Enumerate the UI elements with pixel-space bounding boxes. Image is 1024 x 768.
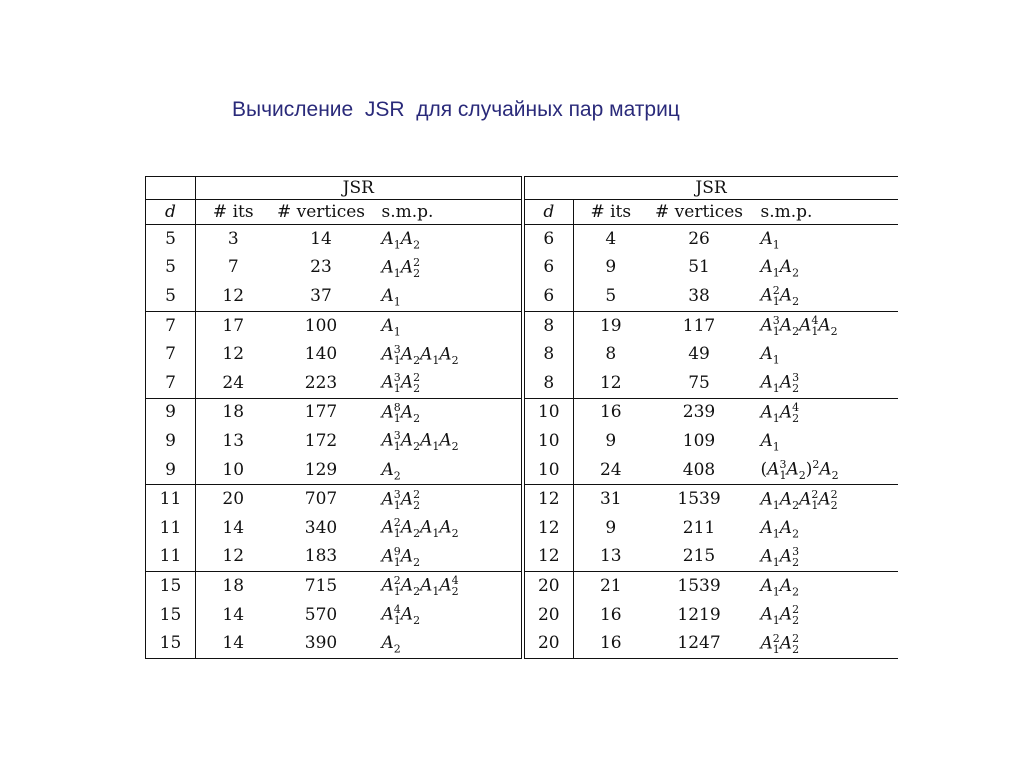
- cell-vertices-right: 75: [648, 369, 751, 398]
- cell-d-left: 11: [146, 485, 196, 514]
- cell-smp-left: A 3 1 A 2 2: [372, 485, 523, 514]
- group-header-left: JSR: [196, 177, 523, 200]
- cell-its-right: 21: [599, 575, 622, 596]
- cell-smp-right: $A_1A$ 4 2: [760, 400, 800, 425]
- cell-d-left: 9: [146, 456, 196, 485]
- cell-its-left: 7: [227, 257, 239, 278]
- cell-its-right: 8: [605, 344, 617, 365]
- cell-its-right: 13: [574, 543, 648, 572]
- cell-vertices-left: 570: [304, 604, 338, 625]
- cell-d-left: 5: [146, 254, 196, 283]
- header-d-right: d: [523, 200, 574, 225]
- cell-vertices-right: 1539: [677, 575, 721, 596]
- cell-d-left: 5: [146, 282, 196, 311]
- cell-vertices-right: 1219: [677, 604, 721, 625]
- cell-d-right: 10: [523, 427, 574, 456]
- cell-vertices-right: 211: [682, 517, 716, 538]
- cell-smp-right: A 2 1 A 2 2: [751, 629, 898, 658]
- cell-smp-left: A 2 1 $A_2A_1A$ 4 2: [372, 572, 523, 601]
- cell-its-right: 4: [605, 228, 617, 249]
- cell-smp-right: $A_1A$ 2 2: [760, 603, 800, 628]
- cell-vertices-left: 715: [304, 575, 338, 596]
- cell-vertices-right: 215: [648, 543, 751, 572]
- cell-its-right: 19: [599, 315, 622, 336]
- cell-its-right: 9: [605, 430, 617, 451]
- cell-d-left: 7: [146, 311, 196, 340]
- cell-d-right: 12: [523, 485, 574, 514]
- table-row: [146, 514, 898, 543]
- table-row: [146, 427, 898, 456]
- cell-vertices-right: 26: [688, 228, 710, 249]
- cell-d-right: 6: [523, 225, 574, 254]
- cell-smp-right: $A_1$: [760, 344, 780, 367]
- cell-vertices-left: 100: [304, 315, 338, 336]
- cell-d-left: 11: [146, 514, 196, 543]
- cell-d-right: 12: [523, 543, 574, 572]
- cell-d-left: 11: [146, 543, 196, 572]
- table-row: [146, 340, 898, 369]
- cell-its-right: 16: [574, 629, 648, 658]
- column-header-row: [146, 200, 898, 225]
- cell-vertices-left: 340: [304, 517, 338, 538]
- slide-title: Вычисление JSR для случайных пар матриц: [232, 98, 680, 121]
- cell-its-left: 14: [196, 629, 271, 658]
- group-header-right: JSR: [523, 177, 898, 200]
- cell-smp-right: A 2 1 $A_2$: [751, 282, 898, 311]
- cell-d-right: 8: [523, 340, 574, 369]
- table-row: [146, 282, 898, 311]
- cell-vertices-right: 38: [648, 282, 751, 311]
- header-smp-right: s.m.p.: [751, 200, 898, 225]
- cell-its-left: 24: [196, 369, 271, 398]
- header-its-left: # its: [196, 200, 271, 225]
- cell-its-right: 12: [574, 369, 648, 398]
- cell-smp-right: $A_1A$ 3 2: [751, 543, 898, 572]
- cell-its-right: 16: [599, 604, 622, 625]
- table-row: [146, 311, 898, 340]
- table-row: [146, 369, 898, 398]
- jsr-results-table: [145, 176, 898, 659]
- cell-its-left: 13: [222, 430, 245, 451]
- table-row: [146, 601, 898, 630]
- cell-its-right: 16: [599, 402, 622, 423]
- cell-d-right: 20: [523, 572, 574, 601]
- cell-its-left: 12: [222, 344, 245, 365]
- cell-d-left: 15: [146, 572, 196, 601]
- cell-its-right: 9: [605, 517, 617, 538]
- cell-its-left: 3: [227, 228, 239, 249]
- header-d-left: d: [146, 200, 196, 225]
- cell-smp-right: $A_1$: [760, 430, 780, 454]
- cell-smp-right: $A_1$: [760, 228, 780, 252]
- cell-its-left: 17: [222, 315, 245, 336]
- cell-smp-right: $A_1A_2$: [760, 257, 800, 280]
- cell-its-right: 5: [574, 282, 648, 311]
- cell-smp-left: A 3 1 A 2 2: [372, 369, 523, 398]
- cell-smp-left: $A_2$: [372, 456, 523, 485]
- cell-d-right: 12: [523, 514, 574, 543]
- cell-d-right: 10: [523, 456, 574, 485]
- cell-its-left: 18: [222, 402, 245, 423]
- cell-its-left: 14: [222, 604, 245, 625]
- cell-vertices-right: 51: [688, 257, 710, 278]
- table-row: [146, 543, 898, 572]
- cell-smp-left: A 8 1 $A_2$: [372, 398, 523, 427]
- cell-smp-left: A 9 1 $A_2$: [372, 543, 523, 572]
- cell-vertices-left: 37: [271, 282, 372, 311]
- cell-vertices-left: 23: [310, 257, 332, 278]
- cell-vertices-left: 14: [310, 228, 332, 249]
- cell-d-left: 15: [146, 601, 196, 630]
- cell-vertices-right: 239: [682, 402, 716, 423]
- cell-its-right: 24: [574, 456, 648, 485]
- cell-vertices-left: 177: [304, 402, 338, 423]
- table-row: [146, 485, 898, 514]
- cell-smp-right: $A_1A_2$: [760, 575, 800, 599]
- table-row: [146, 398, 898, 427]
- group-header-row: [146, 177, 898, 200]
- cell-smp-left: $A_1$: [372, 282, 523, 311]
- cell-vertices-left: 707: [304, 489, 338, 510]
- table-row: [146, 225, 898, 254]
- cell-d-left: 7: [146, 340, 196, 369]
- cell-d-left: 7: [146, 369, 196, 398]
- cell-d-right: 6: [523, 254, 574, 283]
- cell-vertices-left: 183: [271, 543, 372, 572]
- header-vertices-left: # vertices: [271, 200, 372, 225]
- cell-smp-right: $A_1A_2$: [760, 517, 800, 541]
- cell-smp-left: A 2 1 $A_2A_1A_2$: [372, 514, 523, 543]
- cell-smp-left: A 3 1 $A_2A_1A_2$: [372, 427, 523, 456]
- cell-vertices-right: 1247: [648, 629, 751, 658]
- cell-vertices-left: 172: [304, 430, 338, 451]
- group-header-blank: [146, 177, 196, 200]
- cell-vertices-left: 129: [271, 456, 372, 485]
- cell-smp-right: $A_1A$ 3 2: [751, 369, 898, 398]
- cell-smp-right: (A 3 1 $A_2)^2A_2$: [751, 456, 898, 485]
- cell-smp-right: $A_1A_2A$ 2 1 A 2 2: [760, 487, 838, 512]
- cell-d-left: 9: [146, 427, 196, 456]
- table-row: [146, 572, 898, 601]
- cell-its-left: 12: [196, 543, 271, 572]
- cell-vertices-right: 117: [682, 315, 716, 336]
- cell-vertices-left: 140: [304, 344, 338, 365]
- cell-its-right: 9: [605, 257, 617, 278]
- cell-smp-left: A 4 1 $A_2$: [372, 601, 523, 630]
- cell-its-left: 14: [222, 517, 245, 538]
- header-vertices-right: # vertices: [648, 200, 751, 225]
- cell-its-left: 20: [222, 489, 245, 510]
- cell-d-right: 20: [523, 629, 574, 658]
- cell-d-right: 6: [523, 282, 574, 311]
- cell-d-left: 15: [146, 629, 196, 658]
- cell-its-right: 31: [599, 489, 622, 510]
- cell-smp-left: A 3 1 $A_2A_1A_2$: [372, 340, 523, 369]
- cell-d-left: 5: [146, 225, 196, 254]
- table-row: [146, 456, 898, 485]
- cell-its-left: 12: [196, 282, 271, 311]
- cell-d-left: 9: [146, 398, 196, 427]
- cell-vertices-right: 109: [682, 430, 716, 451]
- cell-smp-left: $A_2$: [372, 629, 523, 658]
- cell-smp-left: $A_1$: [372, 311, 523, 340]
- cell-vertices-right: 408: [648, 456, 751, 485]
- cell-smp-left: $A_1A$ 2 2: [372, 254, 523, 283]
- cell-smp-right: A 3 1 $A_2A$ 4 1 $A_2$: [760, 314, 838, 339]
- cell-d-right: 10: [523, 398, 574, 427]
- cell-its-left: 18: [222, 575, 245, 596]
- table-row: [146, 254, 898, 283]
- cell-d-right: 8: [523, 369, 574, 398]
- cell-d-right: 20: [523, 601, 574, 630]
- cell-vertices-left: 390: [271, 629, 372, 658]
- cell-vertices-right: 49: [688, 344, 710, 365]
- table-row: [146, 629, 898, 658]
- cell-its-left: 10: [196, 456, 271, 485]
- header-smp-left: s.m.p.: [372, 200, 523, 225]
- cell-smp-left: $A_1A_2$: [372, 225, 523, 254]
- cell-d-right: 8: [523, 311, 574, 340]
- cell-vertices-right: 1539: [677, 489, 721, 510]
- header-its-right: # its: [574, 200, 648, 225]
- cell-vertices-left: 223: [271, 369, 372, 398]
